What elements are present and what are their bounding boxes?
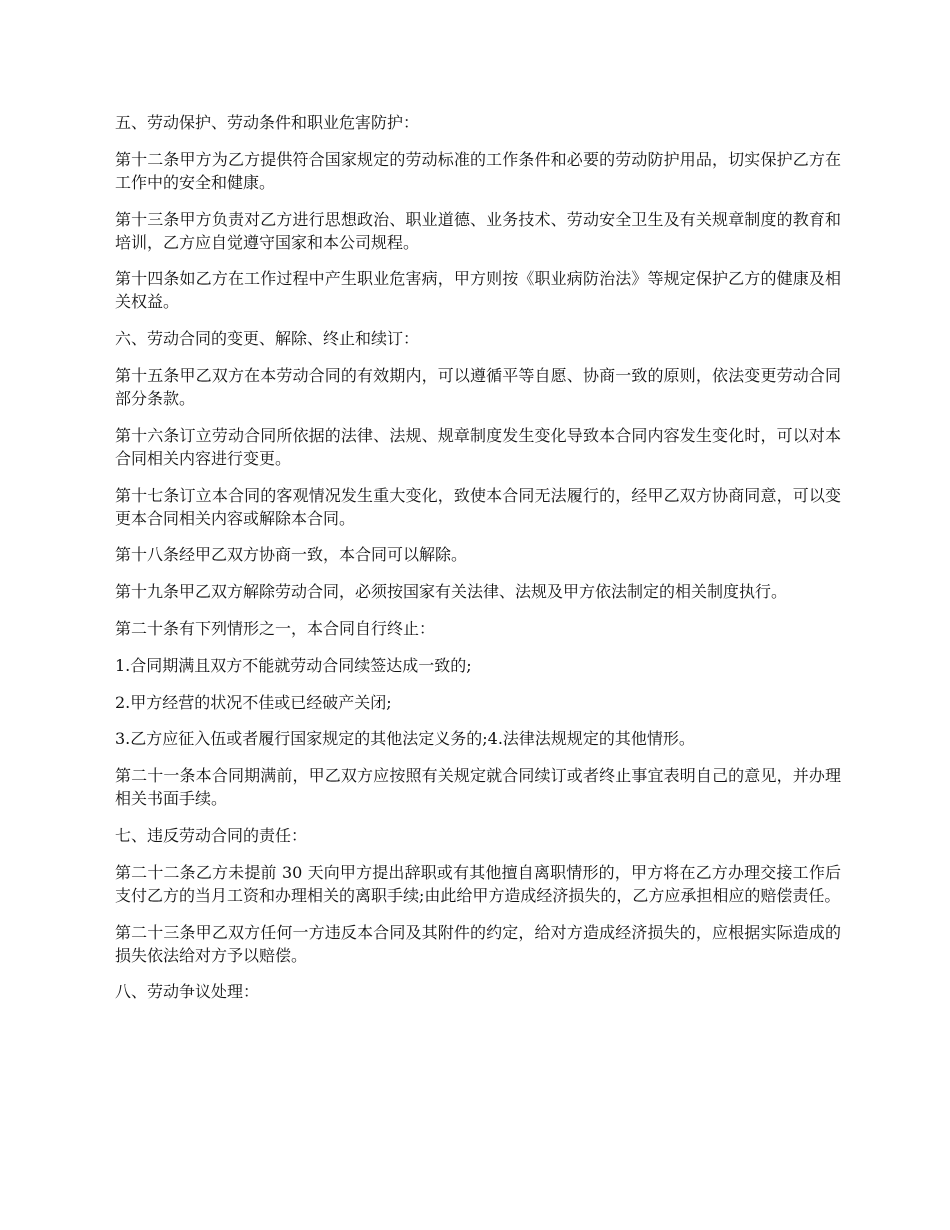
article-22: 第二十二条乙方未提前 30 天向甲方提出辞职或有其他擅自离职情形的，甲方将在乙方办理交接工作后支付乙方的当月工资和办理相关的离职手续;由此给甲方造成经济损失的，乙方应承担相应的赔偿责任。 (115, 862, 841, 905)
document-page (115, 111, 841, 1017)
article-19: 第十九条甲乙双方解除劳动合同，必须按国家有关法律、法规及甲方依法制定的相关制度执行。 (115, 582, 788, 602)
article-14: 第十四条如乙方在工作过程中产生职业危害病，甲方则按《职业病防治法》等规定保护乙方的健康及相关权益。 (115, 269, 841, 312)
section-heading-6: 六、劳动合同的变更、解除、终止和续订： (115, 329, 420, 349)
list-item-1: 1.合同期满且双方不能就劳动合同续签达成一致的; (115, 655, 472, 675)
section-heading-7: 七、违反劳动合同的责任： (115, 825, 308, 845)
article-20: 第二十条有下列情形之一，本合同自行终止： (115, 618, 436, 638)
article-16: 第十六条订立劳动合同所依据的法律、法规、规章制度发生变化导致本合同内容发生变化时，可以对本合同相关内容进行变更。 (115, 425, 841, 468)
article-17: 第十七条订立本合同的客观情况发生重大变化，致使本合同无法履行的，经甲乙双方协商同意，可以变更本合同相关内容或解除本合同。 (115, 485, 841, 528)
list-item-2: 2.甲方经营的状况不佳或已经破产关闭; (115, 692, 392, 712)
article-18: 第十八条经甲乙双方协商一致，本合同可以解除。 (115, 545, 468, 565)
article-13: 第十三条甲方负责对乙方进行思想政治、职业道德、业务技术、劳动安全卫生及有关规章制度的教育和培训，乙方应自觉遵守国家和本公司规程。 (115, 209, 841, 252)
article-21: 第二十一条本合同期满前，甲乙双方应按照有关规定就合同续订或者终止事宜表明自己的意见，并办理相关书面手续。 (115, 766, 841, 809)
section-heading-8: 八、劳动争议处理： (115, 982, 260, 1002)
list-item-3-4: 3.乙方应征入伍或者履行国家规定的其他法定义务的;4.法律法规规定的其他情形。 (115, 729, 695, 749)
article-15: 第十五条甲乙双方在本劳动合同的有效期内，可以遵循平等自愿、协商一致的原则，依法变更劳动合同部分条款。 (115, 365, 841, 408)
article-23: 第二十三条甲乙双方任何一方违反本合同及其附件的约定，给对方造成经济损失的，应根据实际造成的损失依法给对方予以赔偿。 (115, 922, 841, 965)
section-heading-5: 五、劳动保护、劳动条件和职业危害防护： (115, 113, 420, 132)
article-12: 第十二条甲方为乙方提供符合国家规定的劳动标准的工作条件和必要的劳动防护用品，切实保护乙方在工作中的安全和健康。 (115, 149, 841, 192)
